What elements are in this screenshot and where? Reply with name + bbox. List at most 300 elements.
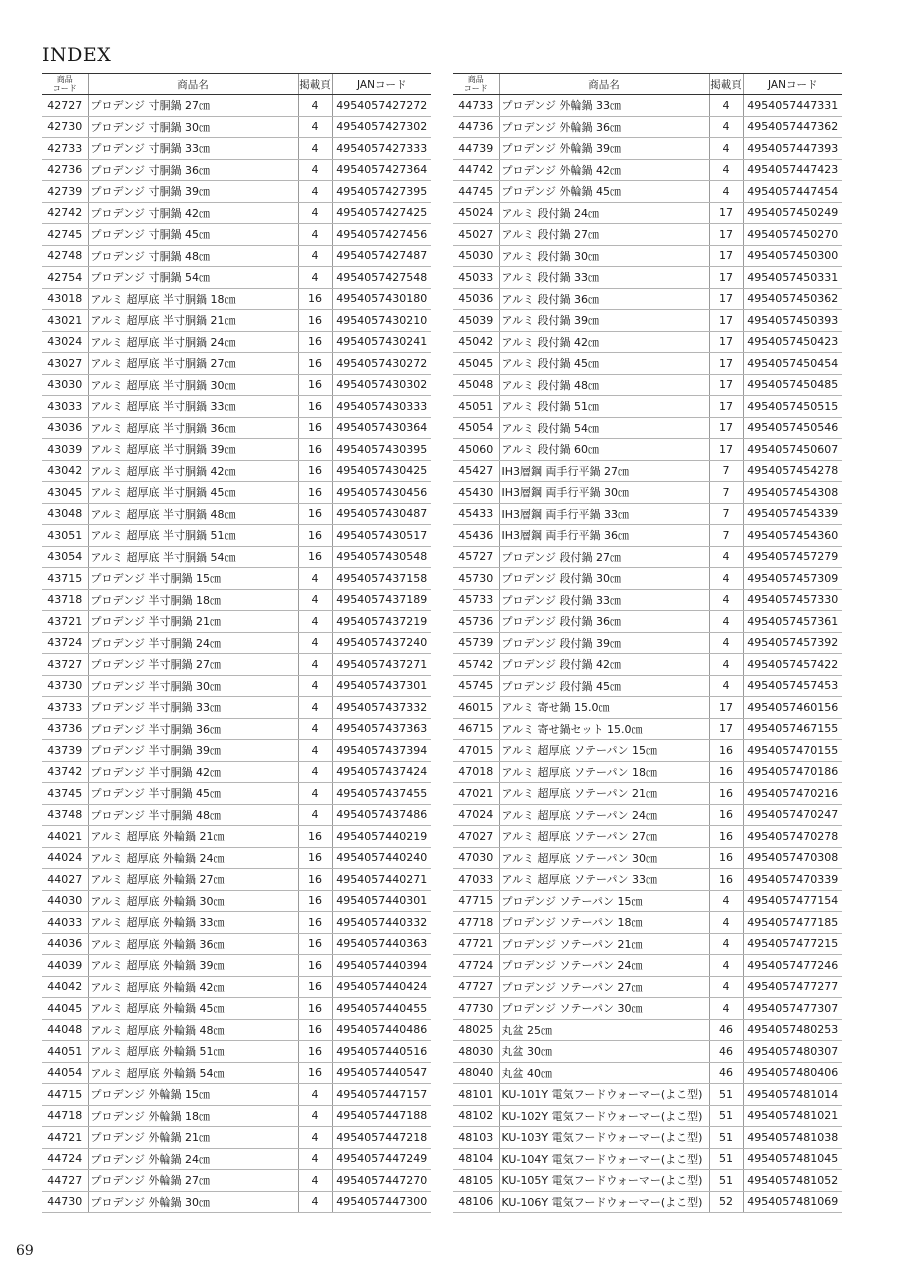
page-ref: 4 — [709, 632, 743, 654]
product-name: プロデンジ 半寸胴鍋 18㎝ — [88, 589, 298, 611]
table-row — [42, 568, 431, 590]
product-name: アルミ 超厚底 ソテーパン 24㎝ — [499, 804, 709, 826]
product-code: 43042 — [42, 460, 88, 482]
product-code: 42733 — [42, 138, 88, 160]
page-ref: 4 — [298, 632, 332, 654]
product-name: アルミ 段付鍋 27㎝ — [499, 224, 709, 246]
page-ref: 4 — [298, 181, 332, 203]
table-row — [42, 1019, 431, 1041]
page-ref: 16 — [298, 374, 332, 396]
product-name: プロデンジ 寸胴鍋 27㎝ — [88, 95, 298, 117]
jan-code: 4954057470155 — [743, 740, 842, 762]
page-ref: 16 — [298, 955, 332, 977]
product-name: アルミ 超厚底 半寸胴鍋 24㎝ — [88, 331, 298, 353]
page-ref: 4 — [709, 568, 743, 590]
table-row — [453, 1170, 842, 1192]
product-code: 45045 — [453, 353, 499, 375]
product-code: 47030 — [453, 847, 499, 869]
product-name: プロデンジ 外輪鍋 39㎝ — [499, 138, 709, 160]
product-name: アルミ 段付鍋 51㎝ — [499, 396, 709, 418]
table-row — [453, 288, 842, 310]
page-ref: 16 — [298, 439, 332, 461]
table-row — [453, 847, 842, 869]
product-name: アルミ 超厚底 半寸胴鍋 48㎝ — [88, 503, 298, 525]
product-name: アルミ 超厚底 外輪鍋 48㎝ — [88, 1019, 298, 1041]
product-code: 44721 — [42, 1127, 88, 1149]
jan-code: 4954057477185 — [743, 912, 842, 934]
product-name: アルミ 段付鍋 48㎝ — [499, 374, 709, 396]
table-row — [453, 1148, 842, 1170]
jan-code: 4954057470308 — [743, 847, 842, 869]
page-ref: 4 — [709, 95, 743, 117]
jan-code: 4954057450485 — [743, 374, 842, 396]
jan-code: 4954057460156 — [743, 697, 842, 719]
header-product-name: 商品名 — [499, 74, 709, 95]
product-code: 47730 — [453, 998, 499, 1020]
product-code: 42727 — [42, 95, 88, 117]
jan-code: 4954057427425 — [332, 202, 431, 224]
jan-code: 4954057454360 — [743, 525, 842, 547]
table-row — [42, 503, 431, 525]
product-code: 43027 — [42, 353, 88, 375]
product-code: 45433 — [453, 503, 499, 525]
table-row — [453, 783, 842, 805]
product-name: アルミ 超厚底 半寸胴鍋 21㎝ — [88, 310, 298, 332]
product-name: プロデンジ 段付鍋 42㎝ — [499, 654, 709, 676]
product-name: アルミ 超厚底 ソテーパン 30㎝ — [499, 847, 709, 869]
page-ref: 16 — [709, 740, 743, 762]
jan-code: 4954057427395 — [332, 181, 431, 203]
jan-code: 4954057430517 — [332, 525, 431, 547]
product-name: プロデンジ 寸胴鍋 36㎝ — [88, 159, 298, 181]
table-row — [453, 224, 842, 246]
product-name: プロデンジ 寸胴鍋 30㎝ — [88, 116, 298, 138]
page-ref: 4 — [298, 95, 332, 117]
jan-code: 4954057437189 — [332, 589, 431, 611]
table-row — [453, 718, 842, 740]
product-name: プロデンジ 外輪鍋 15㎝ — [88, 1084, 298, 1106]
product-name: プロデンジ 半寸胴鍋 27㎝ — [88, 654, 298, 676]
product-name: アルミ 超厚底 ソテーパン 18㎝ — [499, 761, 709, 783]
jan-code: 4954057477154 — [743, 890, 842, 912]
table-row — [453, 396, 842, 418]
table-row — [42, 1148, 431, 1170]
table-row — [453, 976, 842, 998]
page-ref: 17 — [709, 718, 743, 740]
table-row — [453, 439, 842, 461]
page-ref: 16 — [298, 1041, 332, 1063]
product-code: 45436 — [453, 525, 499, 547]
page-ref: 4 — [298, 697, 332, 719]
table-row — [42, 1105, 431, 1127]
product-name: プロデンジ 半寸胴鍋 33㎝ — [88, 697, 298, 719]
product-name: アルミ 超厚底 外輪鍋 27㎝ — [88, 869, 298, 891]
page-ref: 7 — [709, 460, 743, 482]
jan-code: 4954057450454 — [743, 353, 842, 375]
page-ref: 7 — [709, 525, 743, 547]
product-name: アルミ 超厚底 ソテーパン 27㎝ — [499, 826, 709, 848]
product-name: アルミ 段付鍋 30㎝ — [499, 245, 709, 267]
table-row — [42, 460, 431, 482]
table-row — [453, 568, 842, 590]
product-name: プロデンジ 半寸胴鍋 42㎝ — [88, 761, 298, 783]
page-ref: 4 — [709, 955, 743, 977]
table-header-row — [453, 74, 842, 95]
page-ref: 4 — [298, 589, 332, 611]
product-code: 45027 — [453, 224, 499, 246]
product-code: 43742 — [42, 761, 88, 783]
product-name: KU-103Y 電気フードウォーマー(よこ型) — [499, 1127, 709, 1149]
product-name: アルミ 段付鍋 45㎝ — [499, 353, 709, 375]
page-ref: 16 — [709, 783, 743, 805]
page-ref: 4 — [298, 761, 332, 783]
page-ref: 4 — [298, 116, 332, 138]
page-ref: 16 — [298, 890, 332, 912]
product-name: アルミ 段付鍋 39㎝ — [499, 310, 709, 332]
product-name: プロデンジ 段付鍋 30㎝ — [499, 568, 709, 590]
jan-code: 4954057450515 — [743, 396, 842, 418]
jan-code: 4954057450423 — [743, 331, 842, 353]
product-name: プロデンジ 外輪鍋 30㎝ — [88, 1191, 298, 1213]
table-row — [42, 1127, 431, 1149]
product-name: KU-106Y 電気フードウォーマー(よこ型) — [499, 1191, 709, 1213]
jan-code: 4954057481045 — [743, 1148, 842, 1170]
table-row — [453, 632, 842, 654]
page-ref: 16 — [298, 503, 332, 525]
page-number: 69 — [16, 1243, 34, 1259]
page-ref: 16 — [298, 1062, 332, 1084]
jan-code: 4954057470186 — [743, 761, 842, 783]
table-row — [453, 589, 842, 611]
product-name: アルミ 超厚底 半寸胴鍋 42㎝ — [88, 460, 298, 482]
product-code: 42742 — [42, 202, 88, 224]
jan-code: 4954057480253 — [743, 1019, 842, 1041]
product-code: 44742 — [453, 159, 499, 181]
product-code: 45727 — [453, 546, 499, 568]
product-name: アルミ 超厚底 外輪鍋 21㎝ — [88, 826, 298, 848]
product-code: 43730 — [42, 675, 88, 697]
header-code-line1: 商品 — [56, 75, 73, 84]
product-name: アルミ 超厚底 半寸胴鍋 30㎝ — [88, 374, 298, 396]
product-name: プロデンジ 寸胴鍋 54㎝ — [88, 267, 298, 289]
table-row — [42, 202, 431, 224]
table-row — [42, 288, 431, 310]
page-ref: 16 — [298, 353, 332, 375]
product-code: 43045 — [42, 482, 88, 504]
product-code: 47718 — [453, 912, 499, 934]
product-code: 45733 — [453, 589, 499, 611]
jan-code: 4954057454339 — [743, 503, 842, 525]
page-ref: 16 — [709, 826, 743, 848]
header-code-line2: コード — [52, 84, 77, 93]
jan-code: 4954057430395 — [332, 439, 431, 461]
page-ref: 16 — [709, 804, 743, 826]
product-code: 44027 — [42, 869, 88, 891]
jan-code: 4954057430272 — [332, 353, 431, 375]
product-code: 44024 — [42, 847, 88, 869]
table-row — [42, 95, 431, 117]
product-code: 42739 — [42, 181, 88, 203]
product-code: 47715 — [453, 890, 499, 912]
product-name: プロデンジ 段付鍋 39㎝ — [499, 632, 709, 654]
table-row — [453, 998, 842, 1020]
page-ref: 17 — [709, 202, 743, 224]
table-row — [453, 1062, 842, 1084]
product-code: 45745 — [453, 675, 499, 697]
jan-code: 4954057430210 — [332, 310, 431, 332]
jan-code: 4954057447454 — [743, 181, 842, 203]
page-ref: 51 — [709, 1127, 743, 1149]
product-name: アルミ 超厚底 ソテーパン 21㎝ — [499, 783, 709, 805]
table-row — [453, 1191, 842, 1213]
product-name: アルミ 段付鍋 42㎝ — [499, 331, 709, 353]
page-ref: 16 — [298, 396, 332, 418]
jan-code: 4954057430180 — [332, 288, 431, 310]
jan-code: 4954057457392 — [743, 632, 842, 654]
header-page: 掲載頁 — [298, 74, 332, 95]
table-row — [42, 740, 431, 762]
product-code: 45730 — [453, 568, 499, 590]
table-row — [453, 525, 842, 547]
table-row — [453, 245, 842, 267]
product-code: 42730 — [42, 116, 88, 138]
page-ref: 7 — [709, 482, 743, 504]
product-code: 44727 — [42, 1170, 88, 1192]
table-row — [42, 439, 431, 461]
jan-code: 4954057447423 — [743, 159, 842, 181]
jan-code: 4954057481014 — [743, 1084, 842, 1106]
jan-code: 4954057437332 — [332, 697, 431, 719]
product-name: KU-104Y 電気フードウォーマー(よこ型) — [499, 1148, 709, 1170]
product-code: 44030 — [42, 890, 88, 912]
product-name: アルミ 超厚底 半寸胴鍋 54㎝ — [88, 546, 298, 568]
jan-code: 4954057450607 — [743, 439, 842, 461]
jan-code: 4954057440547 — [332, 1062, 431, 1084]
page-ref: 4 — [298, 159, 332, 181]
page-ref: 16 — [709, 761, 743, 783]
product-code: 47021 — [453, 783, 499, 805]
jan-code: 4954057457330 — [743, 589, 842, 611]
jan-code: 4954057427548 — [332, 267, 431, 289]
product-name: アルミ 超厚底 外輪鍋 36㎝ — [88, 933, 298, 955]
product-code: 45036 — [453, 288, 499, 310]
product-code: 45739 — [453, 632, 499, 654]
product-code: 43715 — [42, 568, 88, 590]
product-code: 44736 — [453, 116, 499, 138]
product-code: 48103 — [453, 1127, 499, 1149]
table-row — [42, 783, 431, 805]
product-code: 45430 — [453, 482, 499, 504]
page-ref: 51 — [709, 1148, 743, 1170]
table-row — [453, 933, 842, 955]
page-ref: 17 — [709, 310, 743, 332]
table-row — [453, 955, 842, 977]
jan-code: 4954057457422 — [743, 654, 842, 676]
table-row — [42, 869, 431, 891]
jan-code: 4954057447393 — [743, 138, 842, 160]
table-row — [42, 224, 431, 246]
page-ref: 16 — [298, 998, 332, 1020]
product-code: 44718 — [42, 1105, 88, 1127]
jan-code: 4954057450393 — [743, 310, 842, 332]
page-ref: 4 — [709, 933, 743, 955]
page-ref: 16 — [298, 933, 332, 955]
product-name: 丸盆 25㎝ — [499, 1019, 709, 1041]
page-ref: 4 — [298, 245, 332, 267]
header-product-code — [42, 74, 88, 95]
table-row — [42, 353, 431, 375]
page-ref: 17 — [709, 697, 743, 719]
product-code: 42745 — [42, 224, 88, 246]
jan-code: 4954057457453 — [743, 675, 842, 697]
page-ref: 4 — [298, 1084, 332, 1106]
header-page: 掲載頁 — [709, 74, 743, 95]
product-code: 43048 — [42, 503, 88, 525]
table-row — [42, 890, 431, 912]
table-header-row — [42, 74, 431, 95]
jan-code: 4954057440363 — [332, 933, 431, 955]
table-row — [42, 675, 431, 697]
product-code: 43727 — [42, 654, 88, 676]
jan-code: 4954057430487 — [332, 503, 431, 525]
product-name: KU-101Y 電気フードウォーマー(よこ型) — [499, 1084, 709, 1106]
page-ref: 4 — [298, 1170, 332, 1192]
product-name: プロデンジ ソテーパン 21㎝ — [499, 933, 709, 955]
jan-code: 4954057480307 — [743, 1041, 842, 1063]
product-name: プロデンジ ソテーパン 18㎝ — [499, 912, 709, 934]
page-ref: 17 — [709, 245, 743, 267]
header-product-name: 商品名 — [88, 74, 298, 95]
product-code: 45030 — [453, 245, 499, 267]
index-table-right-body — [453, 95, 842, 1213]
jan-code: 4954057480406 — [743, 1062, 842, 1084]
table-row — [42, 1062, 431, 1084]
jan-code: 4954057481021 — [743, 1105, 842, 1127]
page-ref: 4 — [298, 654, 332, 676]
page-ref: 51 — [709, 1170, 743, 1192]
table-row — [42, 267, 431, 289]
product-name: アルミ 超厚底 ソテーパン 33㎝ — [499, 869, 709, 891]
product-name: プロデンジ 半寸胴鍋 39㎝ — [88, 740, 298, 762]
jan-code: 4954057440424 — [332, 976, 431, 998]
table-row — [42, 804, 431, 826]
product-code: 44048 — [42, 1019, 88, 1041]
product-name: プロデンジ 寸胴鍋 45㎝ — [88, 224, 298, 246]
table-row — [42, 159, 431, 181]
product-name: KU-105Y 電気フードウォーマー(よこ型) — [499, 1170, 709, 1192]
table-row — [453, 546, 842, 568]
table-row — [453, 890, 842, 912]
jan-code: 4954057437455 — [332, 783, 431, 805]
page-ref: 16 — [298, 847, 332, 869]
jan-code: 4954057437394 — [332, 740, 431, 762]
jan-code: 4954057440219 — [332, 826, 431, 848]
page-ref: 52 — [709, 1191, 743, 1213]
product-name: アルミ 超厚底 外輪鍋 51㎝ — [88, 1041, 298, 1063]
product-code: 43030 — [42, 374, 88, 396]
product-code: 47027 — [453, 826, 499, 848]
table-row — [42, 245, 431, 267]
product-code: 48101 — [453, 1084, 499, 1106]
table-row — [42, 761, 431, 783]
product-code: 42748 — [42, 245, 88, 267]
jan-code: 4954057440394 — [332, 955, 431, 977]
table-row — [42, 482, 431, 504]
page-ref: 4 — [709, 159, 743, 181]
table-row — [453, 912, 842, 934]
page-ref: 4 — [298, 224, 332, 246]
product-code: 46715 — [453, 718, 499, 740]
product-name: プロデンジ 外輪鍋 33㎝ — [499, 95, 709, 117]
product-code: 45736 — [453, 611, 499, 633]
index-table-left — [42, 73, 431, 1213]
table-row — [453, 611, 842, 633]
product-name: プロデンジ 段付鍋 36㎝ — [499, 611, 709, 633]
jan-code: 4954057440301 — [332, 890, 431, 912]
product-name: アルミ 超厚底 半寸胴鍋 33㎝ — [88, 396, 298, 418]
page-ref: 4 — [709, 546, 743, 568]
table-row — [42, 396, 431, 418]
jan-code: 4954057440271 — [332, 869, 431, 891]
page-ref: 4 — [709, 976, 743, 998]
table-row — [42, 611, 431, 633]
jan-code: 4954057440516 — [332, 1041, 431, 1063]
product-code: 45024 — [453, 202, 499, 224]
jan-code: 4954057454278 — [743, 460, 842, 482]
page-ref: 17 — [709, 439, 743, 461]
product-code: 44715 — [42, 1084, 88, 1106]
jan-code: 4954057430425 — [332, 460, 431, 482]
page-ref: 4 — [709, 998, 743, 1020]
page-ref: 46 — [709, 1019, 743, 1041]
product-name: アルミ 段付鍋 60㎝ — [499, 439, 709, 461]
jan-code: 4954057427456 — [332, 224, 431, 246]
table-row — [42, 654, 431, 676]
product-code: 43721 — [42, 611, 88, 633]
page-ref: 16 — [298, 912, 332, 934]
jan-code: 4954057457309 — [743, 568, 842, 590]
table-row — [42, 718, 431, 740]
page-ref: 16 — [298, 546, 332, 568]
product-name: 丸盆 40㎝ — [499, 1062, 709, 1084]
product-name: アルミ 超厚底 外輪鍋 33㎝ — [88, 912, 298, 934]
page-ref: 46 — [709, 1062, 743, 1084]
table-row — [453, 417, 842, 439]
product-code: 47018 — [453, 761, 499, 783]
product-name: プロデンジ 外輪鍋 36㎝ — [499, 116, 709, 138]
jan-code: 4954057470216 — [743, 783, 842, 805]
page-ref: 4 — [298, 1148, 332, 1170]
table-row — [453, 503, 842, 525]
product-name: アルミ 超厚底 半寸胴鍋 18㎝ — [88, 288, 298, 310]
jan-code: 4954057447188 — [332, 1105, 431, 1127]
page-ref: 4 — [709, 116, 743, 138]
page-ref: 4 — [298, 1105, 332, 1127]
table-row — [453, 267, 842, 289]
page-ref: 17 — [709, 353, 743, 375]
index-table-left-body — [42, 95, 431, 1213]
product-name: アルミ 段付鍋 36㎝ — [499, 288, 709, 310]
product-code: 43039 — [42, 439, 88, 461]
page-ref: 16 — [298, 310, 332, 332]
product-code: 45427 — [453, 460, 499, 482]
page-ref: 4 — [298, 783, 332, 805]
product-code: 45042 — [453, 331, 499, 353]
jan-code: 4954057447249 — [332, 1148, 431, 1170]
table-row — [42, 632, 431, 654]
jan-code: 4954057450362 — [743, 288, 842, 310]
header-jan-code: JANコード — [332, 74, 431, 95]
